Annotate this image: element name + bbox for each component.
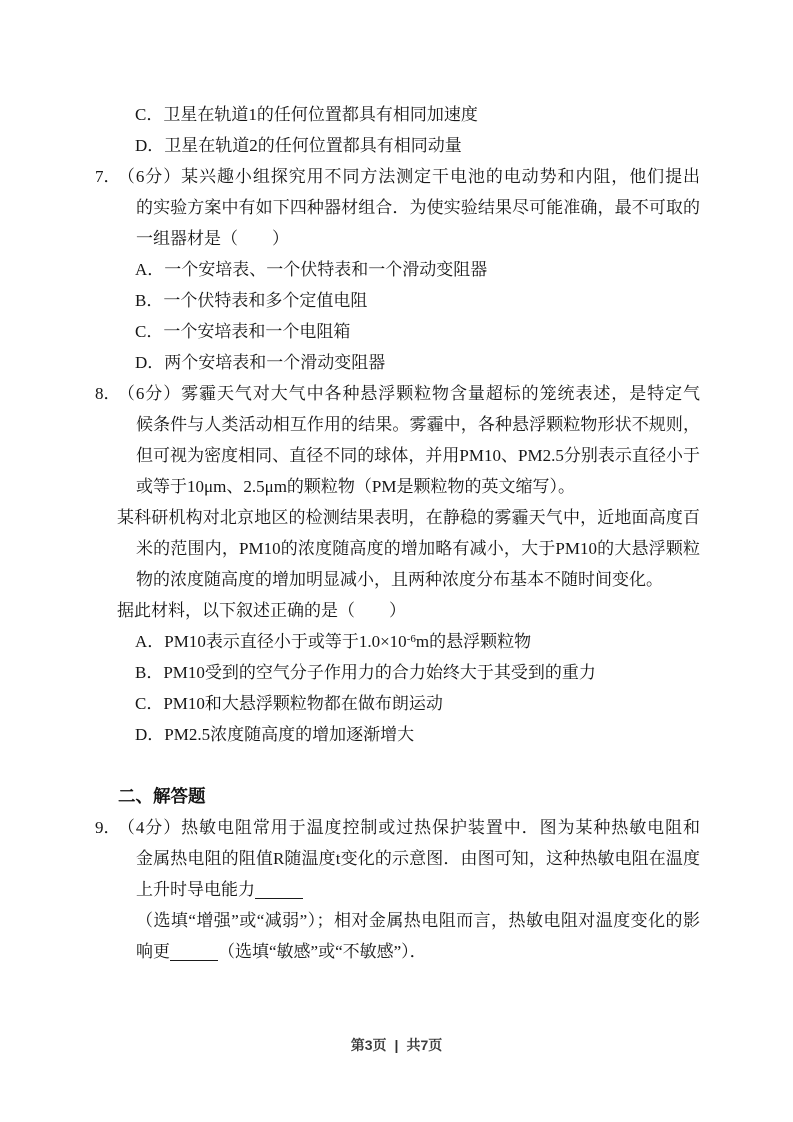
option-line: D．PM2.5浓度随高度的增加逐渐增大 bbox=[135, 725, 415, 744]
option-line: C．PM10和大悬浮颗粒物都在做布朗运动 bbox=[135, 694, 443, 713]
option-line: B．PM10受到的空气分子作用力的合力始终大于其受到的重力 bbox=[135, 663, 596, 682]
text-line: 物的浓度随高度的增加明显减小，且两种浓度分布基本不随时间变化。 bbox=[136, 570, 663, 589]
page-separator: | bbox=[394, 1037, 399, 1053]
text-line: 一组器材是（ ） bbox=[136, 229, 289, 248]
option-line: D．两个安培表和一个滑动变阻器 bbox=[135, 353, 386, 372]
option-line: A．PM10表示直径小于或等于$1.0\times 10^{-6}m$的悬浮颗粒物 bbox=[135, 632, 532, 651]
question-number: 9． bbox=[95, 818, 121, 837]
text-line: 金属热电阻的阻值R随温度t变化的示意图．由图可知，这种热敏电阻在温度 bbox=[136, 849, 700, 868]
page-footer bbox=[0, 1034, 793, 1056]
blank-line bbox=[0, 750, 793, 781]
section-heading: 二、解答题 bbox=[118, 786, 206, 806]
text-line: 候条件与人类活动相互作用的结果。雾霾中，各种悬浮颗粒物形状不规则， bbox=[136, 415, 700, 434]
option-line: B．一个伏特表和多个定值电阻 bbox=[135, 291, 368, 310]
text-line: 响更 （选填“敏感”或“不敏感”）． bbox=[136, 942, 427, 961]
answer-blank bbox=[170, 943, 218, 961]
text-line: 上升时导电能力 bbox=[0, 874, 793, 905]
option-line: C．卫星在轨道1的任何位置都具有相同加速度 bbox=[135, 105, 478, 124]
option-line: A．一个安培表、一个伏特表和一个滑动变阻器 bbox=[135, 260, 488, 279]
material-line: 据此材料，以下叙述正确的是（ ） bbox=[117, 601, 406, 620]
page-number: 第3页 bbox=[350, 1037, 387, 1053]
superscript-exponent: -6 bbox=[406, 633, 416, 645]
text-line: 的实验方案中有如下四种器材组合．为使实验结果尽可能准确，最不可取的 bbox=[136, 198, 700, 217]
page-total: 共7页 bbox=[406, 1037, 443, 1053]
text-line: 米的范围内，PM10的浓度随高度的增加略有减小，大于PM10的大悬浮颗粒 bbox=[136, 539, 700, 558]
text-line: 但可视为密度相同、直径不同的球体，并用PM10、PM2.5分别表示直径小于 bbox=[136, 446, 700, 465]
question-first-line: 7．（6分）某兴趣小组探究用不同方法测定干电池的电动势和内阻，他们提出 bbox=[0, 161, 793, 192]
option-line: D．卫星在轨道2的任何位置都具有相同动量 bbox=[135, 136, 462, 155]
answer-blank bbox=[255, 881, 303, 899]
question-number: 8． bbox=[95, 384, 121, 403]
option-line: C．一个安培表和一个电阻箱 bbox=[135, 322, 351, 341]
document-body bbox=[0, 99, 793, 967]
text-line: （选填“增强”或“减弱”）；相对金属热电阻而言，热敏电阻对温度变化的影 bbox=[136, 911, 700, 930]
material-line: 某科研机构对北京地区的检测结果表明，在静稳的雾霾天气中，近地面高度百 bbox=[117, 508, 700, 527]
question-first-line: 8．（6分）雾霾天气对大气中各种悬浮颗粒物含量超标的笼统表述，是特定气 bbox=[0, 378, 793, 409]
text-line: 或等于10μm、2.5μm的颗粒物（PM是颗粒物的英文缩写）。 bbox=[136, 477, 575, 496]
question-number: 7． bbox=[95, 167, 121, 186]
question-first-line: 9．（4分）热敏电阻常用于温度控制或过热保护装置中．图为某种热敏电阻和 bbox=[0, 812, 793, 843]
